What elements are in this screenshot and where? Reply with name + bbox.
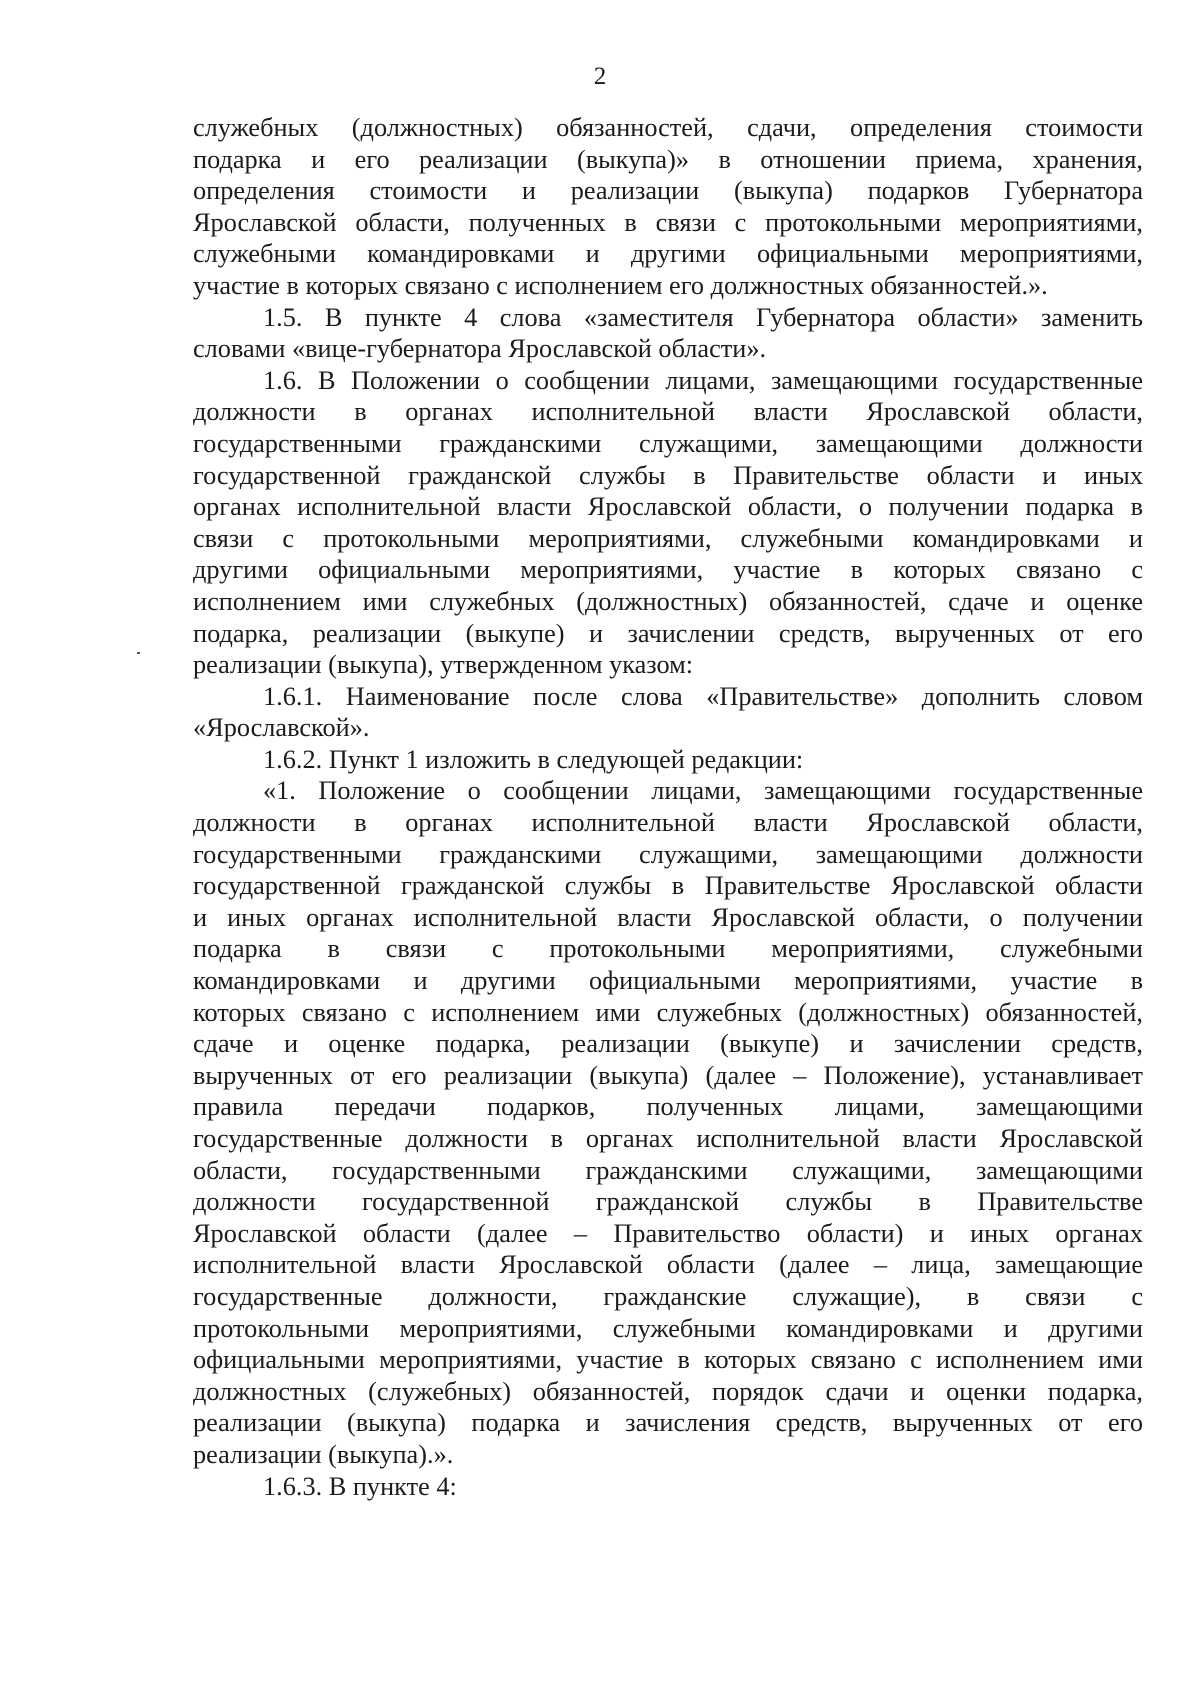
document-body [193, 112, 1143, 1502]
text-line: исполнением ими служебных (должностных) обязанностей, сдаче и оценке [193, 586, 1143, 616]
text-line: подарка, реализации (выкупе) и зачислении средств, вырученных от его [193, 618, 1143, 648]
text-line: официальными мероприятиями, участие в которых связано с исполнением ими [193, 1345, 1143, 1375]
text-line: 1.6. В Положении о сообщении лицами, замещающими государственные [263, 365, 1143, 395]
text-line: органах исполнительной власти Ярославской области, о получении подарка в [193, 492, 1143, 522]
text-line: реализации (выкупа).». [193, 1439, 454, 1469]
text-line: подарка и его реализации (выкупа)» в отношении приема, хранения, [193, 144, 1143, 174]
text-line: правила передачи подарков, полученных лицами, замещающими [193, 1092, 1143, 1122]
text-line: государственной гражданской службы в Правительстве области и иных [193, 460, 1143, 490]
text-line: которых связано с исполнением ими служебных (должностных) обязанностей, [193, 997, 1143, 1027]
text-line: Ярославской области, полученных в связи с протокольными мероприятиями, [193, 207, 1143, 237]
text-line: командировками и другими официальными мероприятиями, участие в [193, 966, 1143, 996]
text-line: 1.5. В пункте 4 слова «заместителя Губернатора области» заменить [263, 302, 1143, 332]
text-line: Ярославской области (далее – Правительство области) и иных органах [193, 1218, 1143, 1248]
text-line: участие в которых связано с исполнением его должностных обязанностей.». [193, 270, 1048, 300]
text-line: должности в органах исполнительной власти Ярославской области, [193, 808, 1143, 838]
text-line: сдаче и оценке подарка, реализации (выкупе) и зачислении средств, [193, 1029, 1143, 1059]
text-line: протокольными мероприятиями, служебными командировками и другими [193, 1313, 1143, 1343]
text-line: и иных органах исполнительной власти Ярославской области, о получении [193, 902, 1143, 932]
text-line: области, государственными гражданскими служащими, замещающими [193, 1155, 1143, 1185]
text-line: исполнительной власти Ярославской области (далее – лица, замещающие [193, 1250, 1143, 1280]
text-line: должности государственной гражданской службы в Правительстве [193, 1187, 1143, 1217]
text-line: служебных (должностных) обязанностей, сдачи, определения стоимости [193, 113, 1143, 142]
text-line: «1. Положение о сообщении лицами, замещающими государственные [263, 776, 1143, 806]
text-line: должностных (служебных) обязанностей, порядок сдачи и оценки подарка, [193, 1376, 1143, 1406]
text-line: государственными гражданскими служащими, замещающими должности [193, 428, 1143, 458]
text-line: подарка в связи с протокольными мероприятиями, служебными [193, 934, 1143, 964]
text-line: 1.6.1. Наименование после слова «Правительстве» дополнить словом [263, 681, 1143, 711]
text-line: служебными командировками и другими официальными мероприятиями, [193, 239, 1143, 269]
text-line: другими официальными мероприятиями, участие в которых связано с [193, 555, 1143, 585]
text-line: государственными гражданскими служащими, замещающими должности [193, 839, 1143, 869]
text-line: государственные должности в органах исполнительной власти Ярославской [193, 1124, 1143, 1153]
text-line: должности в органах исполнительной власти Ярославской области, [193, 397, 1143, 427]
page-number: 2 [593, 63, 607, 90]
text-line: связи с протокольными мероприятиями, служебными командировками и [193, 523, 1143, 553]
scan-speck [137, 652, 140, 654]
text-line: вырученных от его реализации (выкупа) (далее – Положение), устанавливает [193, 1060, 1143, 1090]
text-line: определения стоимости и реализации (выкупа) подарков Губернатора [193, 176, 1143, 206]
text-line: словами «вице-губернатора Ярославской области». [193, 334, 767, 364]
text-line: «Ярославской». [193, 713, 370, 743]
text-line: 1.6.2. Пункт 1 изложить в следующей редакции: [263, 744, 804, 774]
text-line: 1.6.3. В пункте 4: [263, 1471, 457, 1501]
text-line: реализации (выкупа), утвержденном указом: [193, 650, 694, 680]
text-line: государственной гражданской службы в Правительстве Ярославской области [193, 871, 1143, 901]
text-line: реализации (выкупа) подарка и зачисления средств, вырученных от его [193, 1408, 1143, 1438]
text-line: государственные должности, гражданские служащие), в связи с [193, 1281, 1143, 1311]
